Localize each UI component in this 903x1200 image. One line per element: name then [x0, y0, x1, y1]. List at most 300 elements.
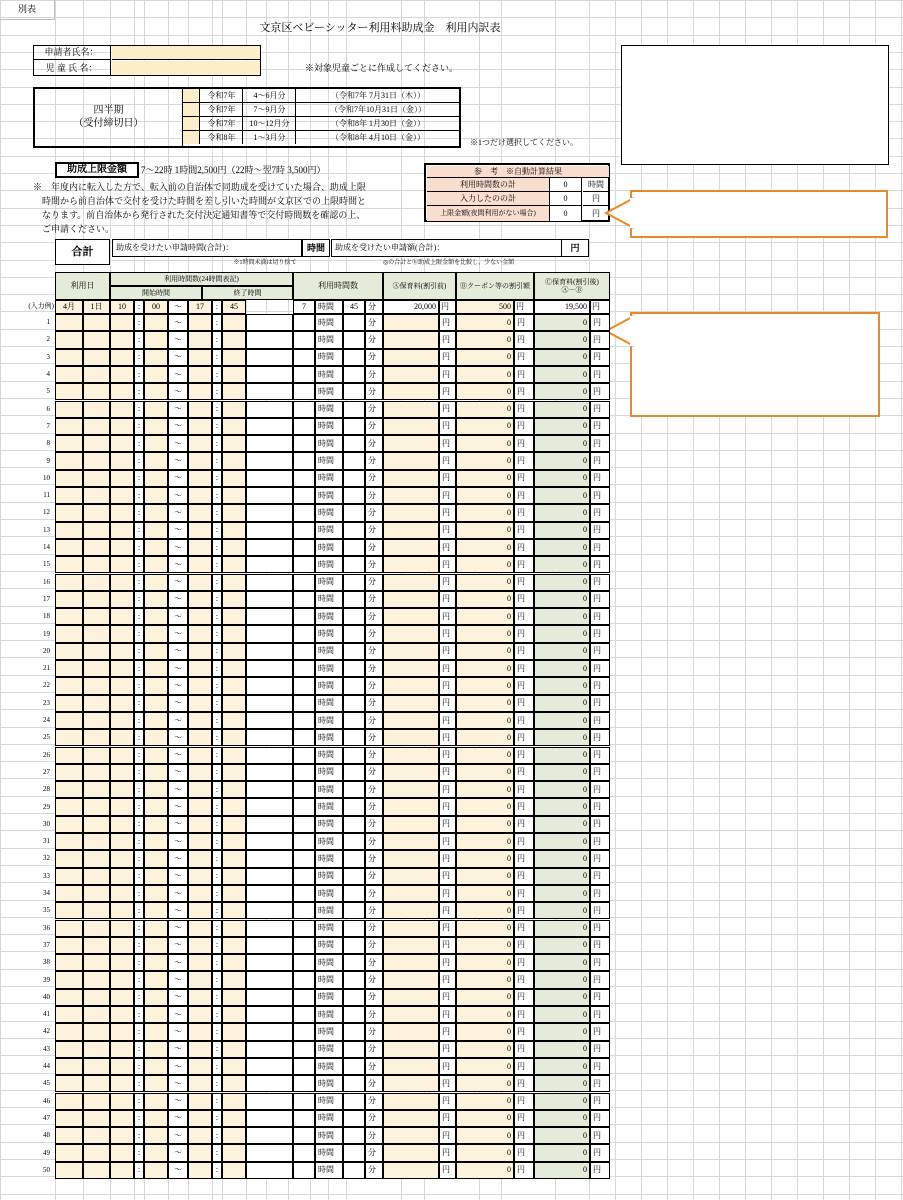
table-row[interactable] — [55, 349, 601, 366]
cell-col-a-value[interactable] — [383, 1058, 439, 1075]
cell-start-minute[interactable] — [144, 418, 168, 435]
cell-end-minute[interactable] — [222, 1041, 246, 1058]
cell-day[interactable] — [83, 366, 110, 383]
cell-start-hour[interactable] — [110, 435, 134, 452]
cell-month[interactable] — [55, 1023, 83, 1040]
cell-end-hour[interactable] — [188, 418, 212, 435]
cell-day[interactable] — [83, 850, 110, 867]
cell-start-hour[interactable] — [110, 954, 134, 971]
cell-end-minute[interactable] — [222, 816, 246, 833]
cell-month[interactable] — [55, 349, 83, 366]
cell-end-minute[interactable] — [222, 556, 246, 573]
cell-end-hour[interactable] — [188, 470, 212, 487]
cell-col-b-value[interactable]: 0 — [456, 349, 514, 366]
cell-start-minute[interactable] — [144, 470, 168, 487]
cell-start-minute[interactable] — [144, 383, 168, 400]
cell-month[interactable] — [55, 1144, 83, 1161]
cell-end-minute[interactable] — [222, 625, 246, 642]
cell-end-minute[interactable] — [222, 989, 246, 1006]
cell-day[interactable] — [83, 331, 110, 348]
table-row[interactable] — [55, 833, 601, 850]
cell-end-hour[interactable] — [188, 920, 212, 937]
cell-end-hour[interactable] — [188, 574, 212, 591]
cell-col-a-value[interactable] — [383, 608, 439, 625]
cell-col-b-value[interactable]: 0 — [456, 1093, 514, 1110]
cell-col-b-value[interactable]: 0 — [456, 366, 514, 383]
cell-day[interactable] — [83, 1058, 110, 1075]
cell-col-b-value[interactable]: 0 — [456, 920, 514, 937]
cell-start-hour[interactable] — [110, 798, 134, 815]
table-row[interactable] — [55, 591, 601, 608]
quarter-row[interactable] — [183, 89, 459, 103]
cell-day[interactable] — [83, 522, 110, 539]
quarter-checkbox-2[interactable] — [183, 103, 200, 116]
cell-col-a-value[interactable] — [383, 937, 439, 954]
cell-start-minute[interactable] — [144, 816, 168, 833]
cell-start-minute[interactable] — [144, 1006, 168, 1023]
cell-end-hour[interactable] — [188, 695, 212, 712]
cell-end-hour[interactable] — [188, 781, 212, 798]
cell-start-minute[interactable] — [144, 1041, 168, 1058]
cell-start-minute[interactable] — [144, 989, 168, 1006]
cell-start-minute[interactable] — [144, 349, 168, 366]
cell-day[interactable] — [83, 954, 110, 971]
cell-end-minute[interactable] — [222, 643, 246, 660]
cell-month[interactable] — [55, 729, 83, 746]
cell-start-minute[interactable] — [144, 452, 168, 469]
cell-start-minute[interactable] — [144, 660, 168, 677]
cell-col-a-value[interactable] — [383, 954, 439, 971]
cell-end-minute[interactable] — [222, 608, 246, 625]
cell-day[interactable] — [83, 1093, 110, 1110]
cell-start-hour[interactable] — [110, 556, 134, 573]
cell-start-hour[interactable] — [110, 608, 134, 625]
cell-end-minute[interactable] — [222, 747, 246, 764]
cell-col-a-value[interactable] — [383, 504, 439, 521]
cell-day[interactable] — [83, 781, 110, 798]
cell-day[interactable] — [83, 625, 110, 642]
cell-end-minute[interactable] — [222, 971, 246, 988]
cell-day[interactable] — [83, 470, 110, 487]
cell-col-b-value[interactable]: 0 — [456, 435, 514, 452]
cell-day[interactable] — [83, 314, 110, 331]
cell-col-a-value[interactable] — [383, 1075, 439, 1092]
quarter-checkbox-4[interactable] — [183, 131, 200, 144]
cell-month[interactable] — [55, 712, 83, 729]
cell-day[interactable] — [83, 574, 110, 591]
cell-col-b-value[interactable]: 0 — [456, 712, 514, 729]
cell-end-hour[interactable] — [188, 452, 212, 469]
table-row[interactable] — [55, 608, 601, 625]
cell-day[interactable] — [83, 989, 110, 1006]
cell-start-minute[interactable] — [144, 695, 168, 712]
cell-start-minute[interactable] — [144, 937, 168, 954]
cell-col-a-value[interactable] — [383, 920, 439, 937]
cell-day[interactable] — [83, 556, 110, 573]
cell-end-minute[interactable] — [222, 954, 246, 971]
cell-day[interactable] — [83, 798, 110, 815]
cell-start-minute[interactable] — [144, 971, 168, 988]
cell-month[interactable] — [55, 314, 83, 331]
cell-end-hour[interactable] — [188, 885, 212, 902]
cell-end-hour[interactable] — [188, 522, 212, 539]
cell-day[interactable] — [83, 729, 110, 746]
cell-start-hour[interactable] — [110, 625, 134, 642]
table-row[interactable] — [55, 504, 601, 521]
cell-start-hour[interactable] — [110, 920, 134, 937]
table-row[interactable] — [55, 747, 601, 764]
cell-day[interactable] — [83, 764, 110, 781]
cell-day[interactable] — [83, 660, 110, 677]
cell-col-a-value[interactable] — [383, 643, 439, 660]
table-row[interactable] — [55, 1023, 601, 1040]
cell-start-minute[interactable] — [144, 504, 168, 521]
cell-col-b-value[interactable]: 0 — [456, 989, 514, 1006]
table-row[interactable] — [55, 470, 601, 487]
cell-month[interactable] — [55, 1110, 83, 1127]
cell-day[interactable] — [83, 902, 110, 919]
applicant-name-input[interactable] — [112, 46, 260, 60]
cell-end-minute[interactable] — [222, 798, 246, 815]
cell-col-b-value[interactable]: 0 — [456, 418, 514, 435]
cell-start-minute[interactable] — [144, 608, 168, 625]
cell-end-hour[interactable] — [188, 1110, 212, 1127]
cell-start-hour[interactable] — [110, 729, 134, 746]
cell-start-minute[interactable] — [144, 1110, 168, 1127]
cell-month[interactable] — [55, 850, 83, 867]
cell-col-b-value[interactable]: 0 — [456, 816, 514, 833]
cell-start-minute[interactable] — [144, 435, 168, 452]
table-row[interactable] — [55, 643, 601, 660]
cell-start-minute[interactable] — [144, 1162, 168, 1179]
table-row[interactable] — [55, 574, 601, 591]
table-row[interactable] — [55, 902, 601, 919]
cell-end-hour[interactable] — [188, 349, 212, 366]
cell-start-minute[interactable] — [144, 401, 168, 418]
cell-start-hour[interactable] — [110, 781, 134, 798]
cell-end-minute[interactable] — [222, 383, 246, 400]
cell-day[interactable] — [83, 452, 110, 469]
cell-start-minute[interactable] — [144, 747, 168, 764]
cell-month[interactable] — [55, 574, 83, 591]
cell-start-hour[interactable] — [110, 1075, 134, 1092]
cell-end-minute[interactable] — [222, 781, 246, 798]
cell-start-hour[interactable] — [110, 1041, 134, 1058]
cell-end-hour[interactable] — [188, 1127, 212, 1144]
table-row[interactable] — [55, 625, 601, 642]
table-row[interactable] — [55, 1058, 601, 1075]
cell-col-b-value[interactable]: 0 — [456, 401, 514, 418]
cell-month[interactable] — [55, 643, 83, 660]
cell-end-hour[interactable] — [188, 816, 212, 833]
cell-end-hour[interactable] — [188, 435, 212, 452]
cell-start-hour[interactable] — [110, 695, 134, 712]
cell-col-b-value[interactable]: 0 — [456, 937, 514, 954]
cell-end-hour[interactable] — [188, 798, 212, 815]
table-row[interactable] — [55, 868, 601, 885]
cell-end-minute[interactable] — [222, 868, 246, 885]
cell-month[interactable] — [55, 1093, 83, 1110]
cell-col-b-value[interactable]: 0 — [456, 574, 514, 591]
cell-start-minute[interactable] — [144, 1075, 168, 1092]
cell-month[interactable] — [55, 902, 83, 919]
cell-start-minute[interactable] — [144, 677, 168, 694]
cell-start-hour[interactable] — [110, 1023, 134, 1040]
cell-day[interactable] — [83, 1023, 110, 1040]
cell-end-hour[interactable] — [188, 556, 212, 573]
table-row[interactable] — [55, 1110, 601, 1127]
cell-start-hour[interactable] — [110, 833, 134, 850]
cell-end-hour[interactable] — [188, 314, 212, 331]
cell-end-hour[interactable] — [188, 747, 212, 764]
cell-start-minute[interactable] — [144, 781, 168, 798]
cell-end-minute[interactable] — [222, 937, 246, 954]
cell-end-hour[interactable] — [188, 383, 212, 400]
cell-end-hour[interactable] — [188, 989, 212, 1006]
cell-day[interactable] — [83, 435, 110, 452]
cell-day[interactable] — [83, 401, 110, 418]
cell-day[interactable] — [83, 1041, 110, 1058]
table-row[interactable] — [55, 314, 601, 331]
cell-start-minute[interactable] — [144, 314, 168, 331]
cell-day[interactable] — [83, 816, 110, 833]
cell-col-b-value[interactable]: 0 — [456, 1058, 514, 1075]
cell-day[interactable] — [83, 885, 110, 902]
cell-month[interactable] — [55, 937, 83, 954]
cell-col-b-value[interactable]: 0 — [456, 1023, 514, 1040]
cell-day[interactable] — [83, 695, 110, 712]
table-row[interactable] — [55, 781, 601, 798]
cell-start-minute[interactable] — [144, 833, 168, 850]
cell-day[interactable] — [83, 349, 110, 366]
cell-end-minute[interactable] — [222, 695, 246, 712]
cell-start-hour[interactable] — [110, 816, 134, 833]
table-row[interactable] — [55, 383, 601, 400]
cell-col-b-value[interactable]: 0 — [456, 781, 514, 798]
cell-col-b-value[interactable]: 0 — [456, 902, 514, 919]
cell-col-b-value[interactable]: 0 — [456, 1006, 514, 1023]
cell-month[interactable] — [55, 608, 83, 625]
cell-end-hour[interactable] — [188, 366, 212, 383]
cell-end-minute[interactable] — [222, 418, 246, 435]
cell-end-hour[interactable] — [188, 971, 212, 988]
cell-month[interactable] — [55, 625, 83, 642]
cell-start-minute[interactable] — [144, 591, 168, 608]
cell-col-b-value[interactable]: 0 — [456, 885, 514, 902]
cell-month[interactable] — [55, 971, 83, 988]
table-row[interactable] — [55, 677, 601, 694]
cell-col-a-value[interactable] — [383, 902, 439, 919]
cell-col-b-value[interactable]: 0 — [456, 798, 514, 815]
cell-end-minute[interactable] — [222, 660, 246, 677]
table-row[interactable] — [55, 522, 601, 539]
cell-col-a-value[interactable] — [383, 798, 439, 815]
cell-end-hour[interactable] — [188, 660, 212, 677]
cell-start-minute[interactable] — [144, 539, 168, 556]
cell-month[interactable] — [55, 1006, 83, 1023]
cell-end-hour[interactable] — [188, 902, 212, 919]
cell-month[interactable] — [55, 1041, 83, 1058]
cell-start-minute[interactable] — [144, 902, 168, 919]
cell-day[interactable] — [83, 1006, 110, 1023]
cell-end-hour[interactable] — [188, 712, 212, 729]
cell-col-b-value[interactable]: 0 — [456, 677, 514, 694]
cell-start-hour[interactable] — [110, 1058, 134, 1075]
cell-end-hour[interactable] — [188, 643, 212, 660]
cell-col-a-value[interactable] — [383, 435, 439, 452]
cell-end-hour[interactable] — [188, 487, 212, 504]
cell-start-hour[interactable] — [110, 452, 134, 469]
cell-month[interactable] — [55, 331, 83, 348]
cell-month[interactable] — [55, 401, 83, 418]
cell-end-hour[interactable] — [188, 764, 212, 781]
cell-start-minute[interactable] — [144, 625, 168, 642]
cell-col-a-value[interactable] — [383, 383, 439, 400]
cell-end-minute[interactable] — [222, 1023, 246, 1040]
cell-end-hour[interactable] — [188, 591, 212, 608]
cell-start-hour[interactable] — [110, 1006, 134, 1023]
cell-start-hour[interactable] — [110, 539, 134, 556]
table-row[interactable] — [55, 452, 601, 469]
cell-col-b-value[interactable]: 0 — [456, 833, 514, 850]
cell-month[interactable] — [55, 954, 83, 971]
cell-end-minute[interactable] — [222, 764, 246, 781]
cell-col-b-value[interactable]: 0 — [456, 868, 514, 885]
cell-month[interactable] — [55, 452, 83, 469]
cell-col-b-value[interactable]: 0 — [456, 643, 514, 660]
cell-start-hour[interactable] — [110, 902, 134, 919]
cell-end-minute[interactable] — [222, 522, 246, 539]
cell-start-minute[interactable] — [144, 487, 168, 504]
table-row[interactable] — [55, 331, 601, 348]
table-row[interactable] — [55, 487, 601, 504]
cell-day[interactable] — [83, 383, 110, 400]
cell-col-a-value[interactable] — [383, 314, 439, 331]
cell-col-b-value[interactable]: 0 — [456, 695, 514, 712]
table-row[interactable] — [55, 937, 601, 954]
cell-month[interactable] — [55, 383, 83, 400]
cell-day[interactable] — [83, 1162, 110, 1179]
cell-col-a-value[interactable] — [383, 764, 439, 781]
cell-end-minute[interactable] — [222, 504, 246, 521]
cell-day[interactable] — [83, 937, 110, 954]
cell-col-b-value[interactable]: 0 — [456, 504, 514, 521]
cell-start-minute[interactable] — [144, 1058, 168, 1075]
cell-end-hour[interactable] — [188, 1075, 212, 1092]
cell-month[interactable] — [55, 470, 83, 487]
cell-end-minute[interactable] — [222, 349, 246, 366]
cell-col-b-value[interactable]: 0 — [456, 539, 514, 556]
cell-col-a-value[interactable] — [383, 556, 439, 573]
cell-end-hour[interactable] — [188, 833, 212, 850]
cell-col-a-value[interactable] — [383, 677, 439, 694]
cell-month[interactable] — [55, 798, 83, 815]
cell-col-b-value[interactable]: 0 — [456, 331, 514, 348]
cell-col-b-value[interactable]: 0 — [456, 971, 514, 988]
cell-start-hour[interactable] — [110, 331, 134, 348]
cell-end-minute[interactable] — [222, 1127, 246, 1144]
cell-col-b-value[interactable]: 0 — [456, 470, 514, 487]
cell-col-a-value[interactable] — [383, 1162, 439, 1179]
cell-end-minute[interactable] — [222, 920, 246, 937]
cell-day[interactable] — [83, 504, 110, 521]
cell-start-hour[interactable] — [110, 591, 134, 608]
cell-col-a-value[interactable] — [383, 816, 439, 833]
cell-col-b-value[interactable]: 0 — [456, 591, 514, 608]
cell-col-a-value[interactable] — [383, 1041, 439, 1058]
cell-start-hour[interactable] — [110, 643, 134, 660]
cell-col-a-value[interactable] — [383, 971, 439, 988]
table-row[interactable] — [55, 971, 601, 988]
cell-start-hour[interactable] — [110, 868, 134, 885]
cell-month[interactable] — [55, 781, 83, 798]
cell-end-hour[interactable] — [188, 1058, 212, 1075]
cell-start-hour[interactable] — [110, 1144, 134, 1161]
cell-col-a-value[interactable] — [383, 850, 439, 867]
cell-start-minute[interactable] — [144, 556, 168, 573]
cell-end-hour[interactable] — [188, 608, 212, 625]
cell-day[interactable] — [83, 747, 110, 764]
table-row[interactable] — [55, 920, 601, 937]
cell-start-hour[interactable] — [110, 574, 134, 591]
cell-start-hour[interactable] — [110, 677, 134, 694]
cell-end-hour[interactable] — [188, 504, 212, 521]
cell-month[interactable] — [55, 504, 83, 521]
table-body[interactable] — [55, 314, 601, 1186]
cell-col-b-value[interactable]: 0 — [456, 850, 514, 867]
cell-start-hour[interactable] — [110, 349, 134, 366]
table-row[interactable] — [55, 1041, 601, 1058]
table-row[interactable] — [55, 660, 601, 677]
cell-start-hour[interactable] — [110, 470, 134, 487]
cell-end-minute[interactable] — [222, 366, 246, 383]
cell-end-hour[interactable] — [188, 729, 212, 746]
cell-col-a-value[interactable] — [383, 331, 439, 348]
cell-month[interactable] — [55, 435, 83, 452]
cell-start-hour[interactable] — [110, 850, 134, 867]
cell-col-b-value[interactable]: 0 — [456, 747, 514, 764]
cell-month[interactable] — [55, 1058, 83, 1075]
cell-start-hour[interactable] — [110, 971, 134, 988]
cell-month[interactable] — [55, 747, 83, 764]
table-row[interactable] — [55, 556, 601, 573]
quarter-checkbox-1[interactable] — [183, 89, 200, 102]
cell-col-a-value[interactable] — [383, 625, 439, 642]
table-row[interactable] — [55, 1075, 601, 1092]
cell-end-hour[interactable] — [188, 331, 212, 348]
cell-end-minute[interactable] — [222, 401, 246, 418]
cell-start-hour[interactable] — [110, 383, 134, 400]
cell-month[interactable] — [55, 695, 83, 712]
cell-month[interactable] — [55, 989, 83, 1006]
cell-start-minute[interactable] — [144, 954, 168, 971]
quarter-row[interactable] — [183, 131, 459, 145]
cell-end-minute[interactable] — [222, 885, 246, 902]
cell-col-a-value[interactable] — [383, 989, 439, 1006]
cell-col-b-value[interactable]: 0 — [456, 556, 514, 573]
table-row[interactable] — [55, 885, 601, 902]
cell-month[interactable] — [55, 868, 83, 885]
cell-day[interactable] — [83, 833, 110, 850]
cell-start-hour[interactable] — [110, 937, 134, 954]
cell-end-hour[interactable] — [188, 625, 212, 642]
cell-end-minute[interactable] — [222, 470, 246, 487]
cell-end-minute[interactable] — [222, 574, 246, 591]
cell-month[interactable] — [55, 1075, 83, 1092]
cell-end-hour[interactable] — [188, 954, 212, 971]
cell-end-hour[interactable] — [188, 1023, 212, 1040]
cell-day[interactable] — [83, 643, 110, 660]
